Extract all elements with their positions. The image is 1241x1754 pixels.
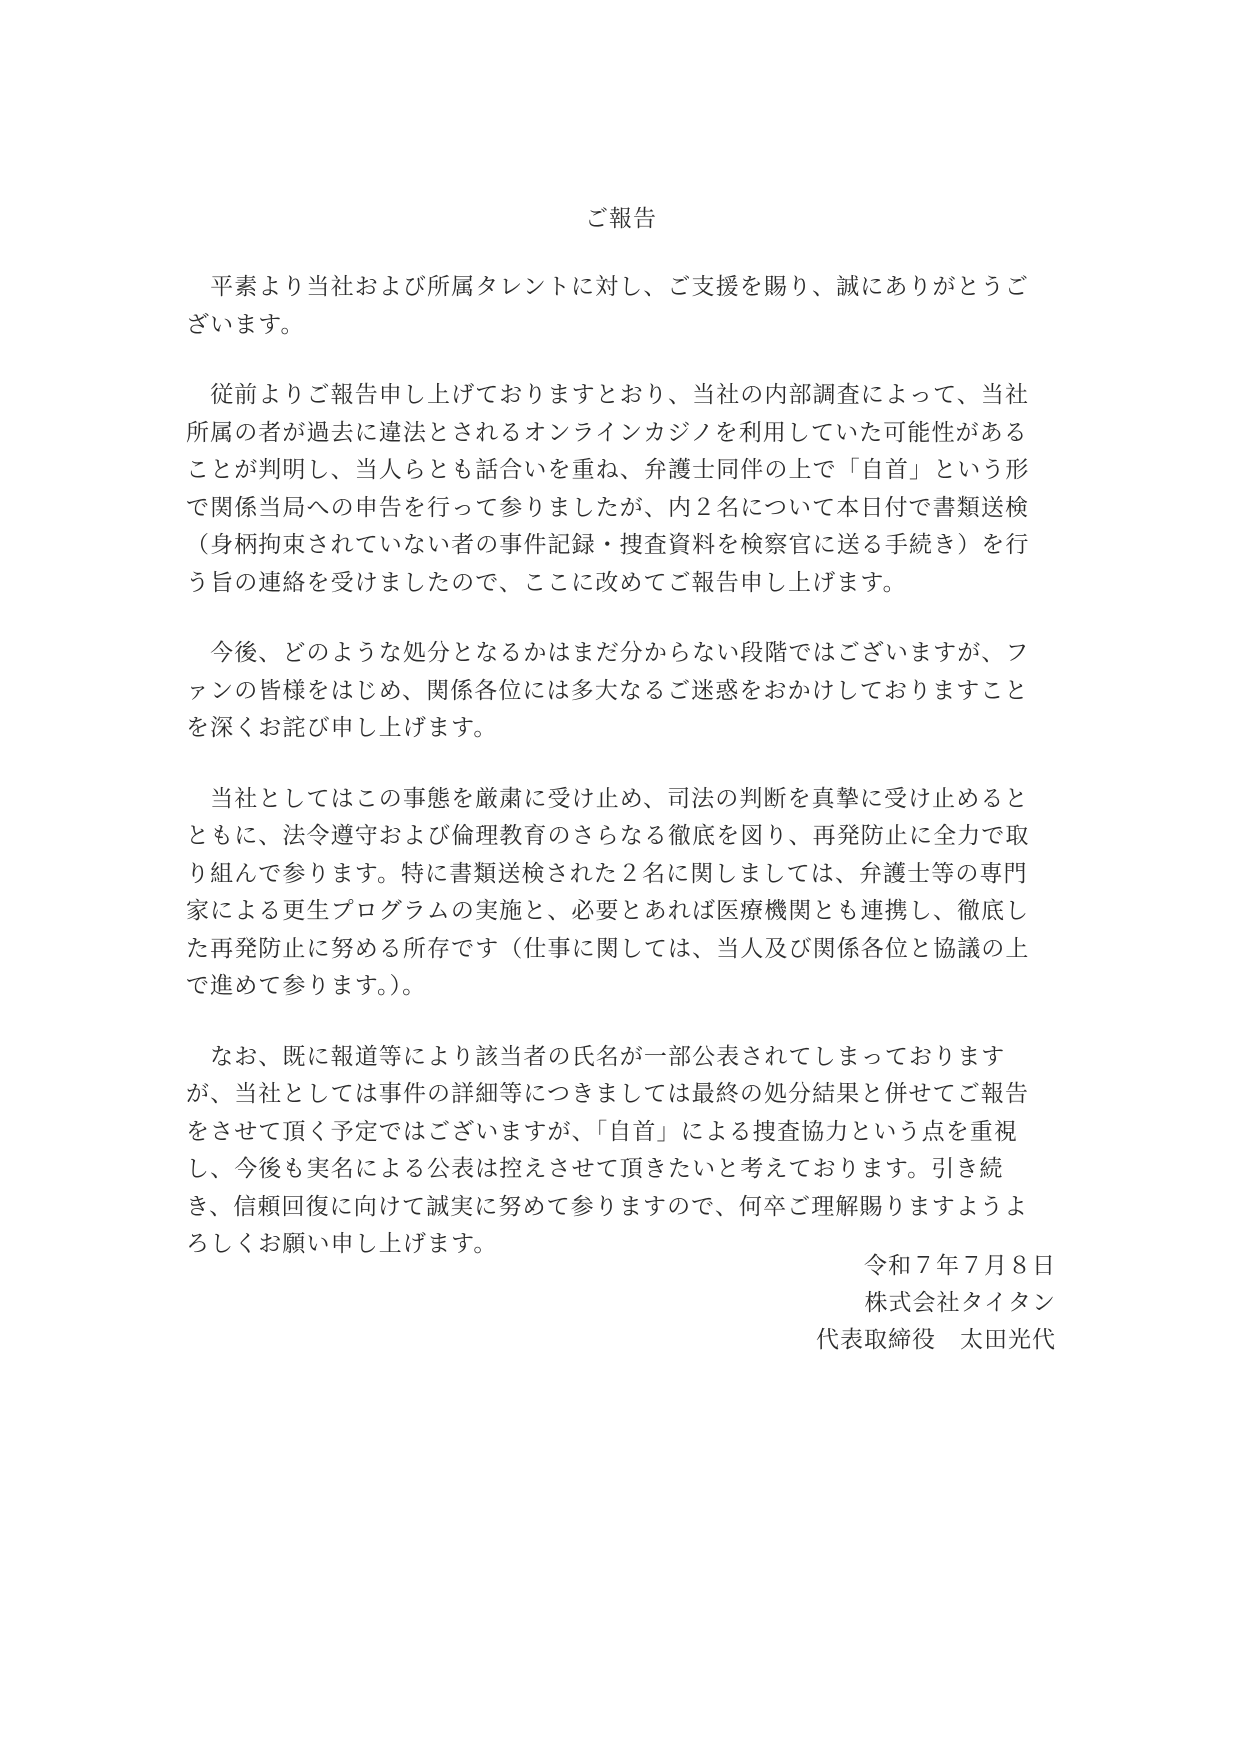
- paragraph-line: た再発防止に努める所存です（仕事に関しては、当人及び関係各位と協議の上: [186, 935, 1030, 962]
- paragraph-disclosure: [186, 1039, 1056, 1264]
- signature-representative: 代表取締役 太田光代: [816, 1327, 1056, 1353]
- paragraph-line: なお、既に報道等により該当者の氏名が一部公表されてしまっております: [186, 1043, 1006, 1070]
- paragraph-line: ァンの皆様をはじめ、関係各位には多大なるご迷惑をおかけしておりますこと: [186, 677, 1029, 704]
- signature-date: 令和７年７月８日: [864, 1253, 1056, 1279]
- paragraph-report: [186, 377, 1056, 602]
- paragraph-line: ろしくお願い申し上げます。: [186, 1231, 498, 1257]
- paragraph-line: り組んで参ります。特に書類送検された２名に関しましては、弁護士等の専門: [186, 860, 1028, 887]
- paragraph-line: 従前よりご報告申し上げておりますとおり、当社の内部調査によって、当社: [186, 382, 1030, 408]
- paragraph-measures: [186, 781, 1056, 1006]
- paragraph-line: 当社としてはこの事態を厳粛に受け止め、司法の判断を真摯に受け止めると: [186, 785, 1029, 812]
- paragraph-line: 今後、どのような処分となるかはまだ分からない段階ではございますが、フ: [186, 640, 1030, 666]
- paragraph-line: で進めて参ります。）。: [186, 973, 427, 999]
- signature-company: 株式会社タイタン: [864, 1290, 1056, 1316]
- paragraph-line: し、今後も実名による公表は控えさせて頂きたいと考えております。引き続: [186, 1156, 1004, 1182]
- document-title: ご報告: [585, 206, 657, 232]
- paragraph-line: ざいます。: [186, 311, 305, 338]
- paragraph-line: で関係当局への申告を行って参りましたが、内２名について本日付で書類送検: [186, 494, 1030, 521]
- paragraph-line: ことが判明し、当人らとも話合いを重ね、弁護士同伴の上で「自首」という形: [186, 457, 1030, 483]
- paragraph-line: 家による更生プログラムの実施と、必要とあれば医療機関とも連携し、徹底し: [186, 898, 1030, 924]
- signature-block: [816, 1248, 1056, 1359]
- paragraph-line: 平素より当社および所属タレントに対し、ご支援を賜り、誠にありがとうご: [186, 274, 1029, 300]
- paragraph-line: き、信頼回復に向けて誠実に努めて参りますので、何卒ご理解賜りますようよ: [186, 1193, 1029, 1220]
- paragraph-line: う旨の連絡を受けましたので、ここに改めてご報告申し上げます。: [186, 569, 907, 596]
- paragraph-apology: [186, 635, 1056, 748]
- document-page: [186, 200, 1056, 1700]
- paragraph-line: ともに、法令遵守および倫理教育のさらなる徹底を図り、再発防止に全力で取: [186, 823, 1030, 849]
- paragraph-line: を深くお詫び申し上げます。: [186, 715, 498, 741]
- paragraph-greeting: [186, 269, 1056, 344]
- paragraph-line: が、当社としては事件の詳細等につきましては最終の処分結果と併せてご報告: [186, 1081, 1030, 1107]
- paragraph-line: をさせて頂く予定ではございますが、「自首」による捜査協力という点を重視: [186, 1118, 1018, 1145]
- paragraph-line: 所属の者が過去に違法とされるオンラインカジノを利用していた可能性がある: [186, 419, 1028, 446]
- paragraph-line: （身柄拘束されていない者の事件記録・捜査資料を検察官に送る手続き）を行: [186, 532, 1030, 558]
